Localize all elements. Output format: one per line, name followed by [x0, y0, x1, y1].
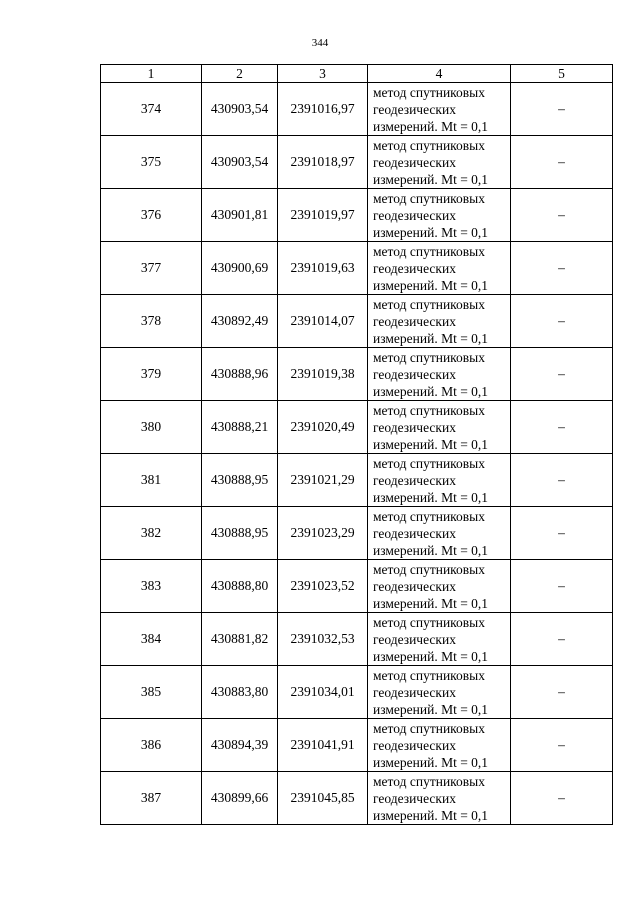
note-cell: – [511, 454, 613, 507]
x-coordinate-cell: 430900,69 [202, 242, 278, 295]
method-line: метод спутниковых [373, 561, 485, 577]
method-line: измерений. Mt = 0,1 [373, 648, 489, 664]
method-line: геодезических [373, 525, 456, 541]
y-coordinate-cell: 2391041,91 [278, 719, 368, 772]
method-cell [368, 242, 511, 295]
note-cell: – [511, 136, 613, 189]
point-number-cell: 379 [101, 348, 202, 401]
note-cell: – [511, 189, 613, 242]
method-cell [368, 613, 511, 666]
y-coordinate-cell: 2391045,85 [278, 772, 368, 825]
method-line: геодезических [373, 578, 456, 594]
method-line: метод спутниковых [373, 402, 485, 418]
method-line: метод спутниковых [373, 720, 485, 736]
method-line: геодезических [373, 260, 456, 276]
method-line: метод спутниковых [373, 614, 485, 630]
point-number-cell: 387 [101, 772, 202, 825]
point-number-cell: 382 [101, 507, 202, 560]
header-col-5: 5 [511, 65, 613, 83]
method-line: измерений. Mt = 0,1 [373, 330, 489, 346]
method-line: метод спутниковых [373, 84, 485, 100]
method-line: геодезических [373, 101, 456, 117]
y-coordinate-cell: 2391019,38 [278, 348, 368, 401]
method-line: геодезических [373, 790, 456, 806]
point-number-cell: 377 [101, 242, 202, 295]
header-col-2: 2 [202, 65, 278, 83]
y-coordinate-cell: 2391023,29 [278, 507, 368, 560]
method-line: геодезических [373, 207, 456, 223]
method-cell [368, 560, 511, 613]
method-line: метод спутниковых [373, 667, 485, 683]
method-line: измерений. Mt = 0,1 [373, 489, 489, 505]
table-row [101, 719, 613, 772]
table-row [101, 136, 613, 189]
y-coordinate-cell: 2391016,97 [278, 83, 368, 136]
method-line: геодезических [373, 631, 456, 647]
y-coordinate-cell: 2391023,52 [278, 560, 368, 613]
y-coordinate-cell: 2391020,49 [278, 401, 368, 454]
point-number-cell: 383 [101, 560, 202, 613]
table-row [101, 454, 613, 507]
method-cell [368, 401, 511, 454]
note-cell: – [511, 348, 613, 401]
page-number: 344 [311, 37, 329, 49]
y-coordinate-cell: 2391019,63 [278, 242, 368, 295]
method-line: метод спутниковых [373, 773, 485, 789]
method-line: метод спутниковых [373, 296, 485, 312]
x-coordinate-cell: 430894,39 [202, 719, 278, 772]
x-coordinate-cell: 430888,80 [202, 560, 278, 613]
method-line: измерений. Mt = 0,1 [373, 383, 489, 399]
y-coordinate-cell: 2391014,07 [278, 295, 368, 348]
note-cell: – [511, 401, 613, 454]
method-line: измерений. Mt = 0,1 [373, 701, 489, 717]
table-row [101, 189, 613, 242]
table-row [101, 401, 613, 454]
method-line: измерений. Mt = 0,1 [373, 807, 489, 823]
point-number-cell: 384 [101, 613, 202, 666]
table-row [101, 507, 613, 560]
x-coordinate-cell: 430903,54 [202, 136, 278, 189]
coordinates-table [100, 64, 613, 825]
x-coordinate-cell: 430888,95 [202, 454, 278, 507]
method-cell [368, 719, 511, 772]
point-number-cell: 386 [101, 719, 202, 772]
note-cell: – [511, 242, 613, 295]
table-row [101, 613, 613, 666]
method-line: геодезических [373, 154, 456, 170]
method-cell [368, 772, 511, 825]
y-coordinate-cell: 2391032,53 [278, 613, 368, 666]
method-cell [368, 136, 511, 189]
header-col-3: 3 [278, 65, 368, 83]
method-line: измерений. Mt = 0,1 [373, 171, 489, 187]
method-line: измерений. Mt = 0,1 [373, 224, 489, 240]
table-row [101, 666, 613, 719]
method-line: измерений. Mt = 0,1 [373, 277, 489, 293]
method-line: метод спутниковых [373, 349, 485, 365]
note-cell: – [511, 507, 613, 560]
x-coordinate-cell: 430888,95 [202, 507, 278, 560]
method-cell [368, 189, 511, 242]
method-cell [368, 454, 511, 507]
method-line: измерений. Mt = 0,1 [373, 118, 489, 134]
method-line: геодезических [373, 472, 456, 488]
note-cell: – [511, 83, 613, 136]
table-row [101, 295, 613, 348]
method-line: измерений. Mt = 0,1 [373, 542, 489, 558]
method-cell [368, 295, 511, 348]
method-line: метод спутниковых [373, 190, 485, 206]
x-coordinate-cell: 430903,54 [202, 83, 278, 136]
point-number-cell: 385 [101, 666, 202, 719]
point-number-cell: 381 [101, 454, 202, 507]
x-coordinate-cell: 430888,21 [202, 401, 278, 454]
method-line: геодезических [373, 366, 456, 382]
table-row [101, 348, 613, 401]
header-col-1: 1 [101, 65, 202, 83]
method-line: геодезических [373, 313, 456, 329]
method-line: геодезических [373, 737, 456, 753]
method-line: измерений. Mt = 0,1 [373, 754, 489, 770]
y-coordinate-cell: 2391034,01 [278, 666, 368, 719]
method-line: метод спутниковых [373, 508, 485, 524]
table-row [101, 242, 613, 295]
table-row [101, 772, 613, 825]
x-coordinate-cell: 430883,80 [202, 666, 278, 719]
table-row [101, 560, 613, 613]
x-coordinate-cell: 430888,96 [202, 348, 278, 401]
table-row [101, 83, 613, 136]
x-coordinate-cell: 430892,49 [202, 295, 278, 348]
y-coordinate-cell: 2391021,29 [278, 454, 368, 507]
y-coordinate-cell: 2391018,97 [278, 136, 368, 189]
point-number-cell: 375 [101, 136, 202, 189]
method-cell [368, 348, 511, 401]
point-number-cell: 380 [101, 401, 202, 454]
table-body [101, 83, 613, 825]
method-cell [368, 666, 511, 719]
x-coordinate-cell: 430881,82 [202, 613, 278, 666]
note-cell: – [511, 666, 613, 719]
note-cell: – [511, 719, 613, 772]
x-coordinate-cell: 430899,66 [202, 772, 278, 825]
method-line: метод спутниковых [373, 455, 485, 471]
header-row [101, 65, 613, 83]
note-cell: – [511, 295, 613, 348]
point-number-cell: 376 [101, 189, 202, 242]
method-line: геодезических [373, 684, 456, 700]
method-line: метод спутниковых [373, 137, 485, 153]
y-coordinate-cell: 2391019,97 [278, 189, 368, 242]
method-cell [368, 83, 511, 136]
x-coordinate-cell: 430901,81 [202, 189, 278, 242]
note-cell: – [511, 772, 613, 825]
method-cell [368, 507, 511, 560]
point-number-cell: 374 [101, 83, 202, 136]
point-number-cell: 378 [101, 295, 202, 348]
header-col-4: 4 [368, 65, 511, 83]
method-line: измерений. Mt = 0,1 [373, 436, 489, 452]
method-line: геодезических [373, 419, 456, 435]
note-cell: – [511, 560, 613, 613]
table-header [101, 65, 613, 83]
method-line: метод спутниковых [373, 243, 485, 259]
note-cell: – [511, 613, 613, 666]
method-line: измерений. Mt = 0,1 [373, 595, 489, 611]
